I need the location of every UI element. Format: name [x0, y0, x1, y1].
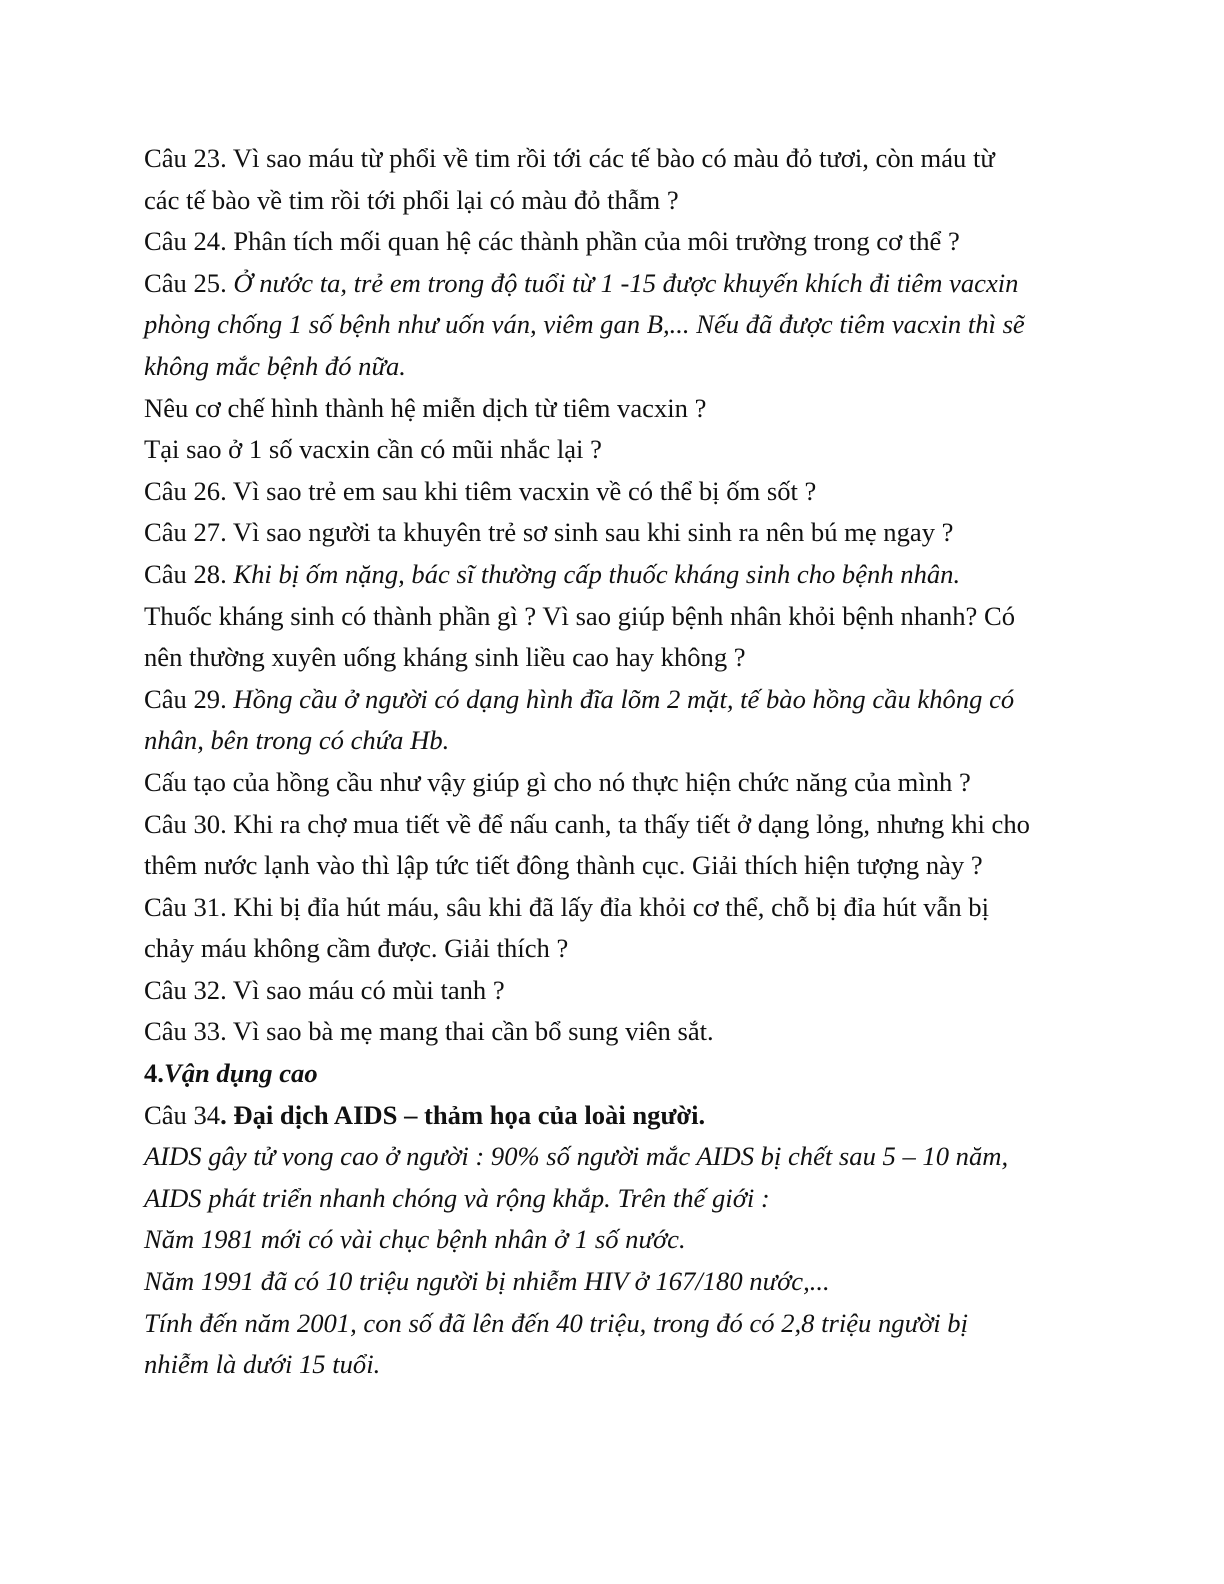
- q34-text-6: nhiễm là dưới 15 tuổi.: [144, 1349, 381, 1380]
- q28-line-3: nên thường xuyên uống kháng sinh liều cao hay không ?: [144, 642, 746, 673]
- q33-line: Câu 33. Vì sao bà mẹ mang thai cần bổ sung viên sắt.: [144, 1016, 714, 1047]
- q28-line-1: [144, 554, 1084, 596]
- q25-line-2: phòng chống 1 số bệnh như uốn ván, viêm gan B,... Nếu đã được tiêm vacxin thì sẽ: [144, 309, 1025, 340]
- q25-prompt: Ở nước ta, trẻ em trong độ tuổi từ 1 -15 được khuyến khích đi tiêm vacxin: [233, 267, 1019, 298]
- document-body: [144, 138, 1084, 1386]
- q34-label: Câu 34: [144, 1099, 221, 1130]
- q27-line: Câu 27. Vì sao người ta khuyên trẻ sơ sinh sau khi sinh ra nên bú mẹ ngay ?: [144, 517, 954, 548]
- q28-prompt: Khi bị ốm nặng, bác sĩ thường cấp thuốc kháng sinh cho bệnh nhân.: [233, 558, 961, 589]
- q34-text-4: Năm 1991 đã có 10 triệu người bị nhiễm HIV ở 167/180 nước,...: [144, 1266, 830, 1297]
- q23-line-1: Câu 23. Vì sao máu từ phổi về tim rồi tới các tế bào có màu đỏ tươi, còn máu từ: [144, 143, 995, 173]
- q24-line: Câu 24. Phân tích mối quan hệ các thành phần của môi trường trong cơ thể ?: [144, 226, 960, 257]
- q34-title: . Đại dịch AIDS – thảm họa của loài người.: [220, 1099, 706, 1130]
- q23-line-2: các tế bào về tim rồi tới phổi lại có màu đỏ thẫm ?: [144, 184, 679, 215]
- q29-line-1: [144, 679, 1084, 721]
- q34-text-1: AIDS gây tử vong cao ở người : 90% số người mắc AIDS bị chết sau 5 – 10 năm,: [144, 1141, 1009, 1172]
- q34-text-5: Tính đến năm 2001, con số đã lên đến 40 triệu, trong đó có 2,8 triệu người bị: [144, 1307, 968, 1338]
- q25-line-1: [144, 263, 1084, 305]
- q28-label: Câu 28.: [144, 558, 234, 589]
- q31-line-2: chảy máu không cầm được. Giải thích ?: [144, 933, 569, 964]
- q30-line-2: thêm nước lạnh vào thì lập tức tiết đông thành cục. Giải thích hiện tượng này ?: [144, 850, 983, 881]
- q34-line: [144, 1095, 1084, 1137]
- section-title: Vận dụng cao: [163, 1058, 318, 1089]
- q34-text-3: Năm 1981 mới có vài chục bệnh nhân ở 1 số nước.: [144, 1224, 686, 1255]
- q34-text-2: AIDS phát triển nhanh chóng và rộng khắp. Trên thế giới :: [144, 1182, 770, 1213]
- q25-subquestion-1: Nêu cơ chế hình thành hệ miễn dịch từ tiêm vacxin ?: [144, 392, 707, 423]
- q29-label: Câu 29.: [144, 683, 234, 714]
- q28-line-2: Thuốc kháng sinh có thành phần gì ? Vì sao giúp bệnh nhân khỏi bệnh nhanh? Có: [144, 600, 1016, 631]
- q29-prompt: Hồng cầu ở người có dạng hình đĩa lõm 2 mặt, tế bào hồng cầu không có: [233, 683, 1015, 714]
- q30-line-1: Câu 30. Khi ra chợ mua tiết về để nấu canh, ta thấy tiết ở dạng lỏng, nhưng khi cho: [144, 808, 1030, 839]
- q31-line-1: Câu 31. Khi bị đỉa hút máu, sâu khi đã lấy đỉa khỏi cơ thể, chỗ bị đỉa hút vẫn bị: [144, 891, 989, 922]
- q29-line-2: nhân, bên trong có chứa Hb.: [144, 725, 450, 756]
- q25-label: Câu 25.: [144, 267, 234, 298]
- section-heading: [144, 1053, 1084, 1095]
- q25-subquestion-2: Tại sao ở 1 số vacxin cần có mũi nhắc lại ?: [144, 434, 602, 465]
- q26-line: Câu 26. Vì sao trẻ em sau khi tiêm vacxin về có thể bị ốm sốt ?: [144, 475, 817, 506]
- section-number: 4.: [144, 1058, 164, 1089]
- q25-line-3: không mắc bệnh đó nữa.: [144, 350, 406, 381]
- q32-line: Câu 32. Vì sao máu có mùi tanh ?: [144, 974, 505, 1005]
- q29-line-3: Cấu tạo của hồng cầu như vậy giúp gì cho nó thực hiện chức năng của mình ?: [144, 766, 971, 797]
